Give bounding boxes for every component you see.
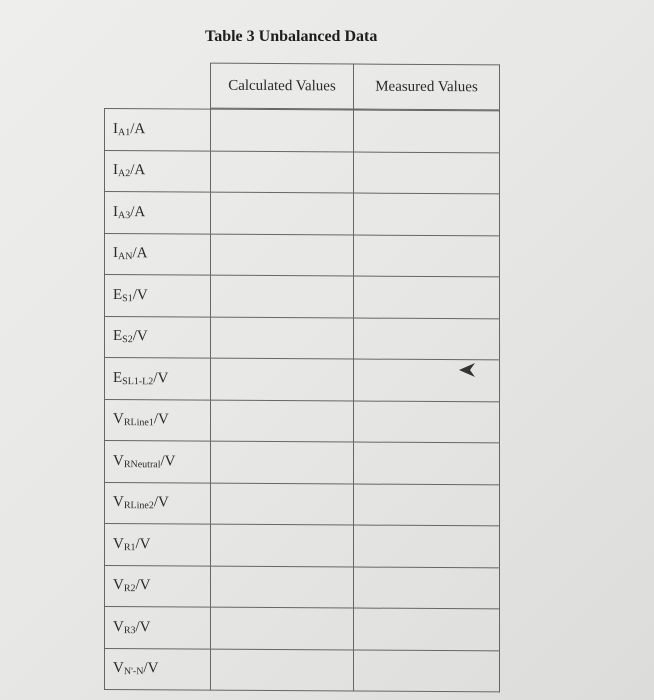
table-row [105, 357, 500, 401]
table-row [105, 109, 500, 153]
data-grid [104, 108, 500, 692]
row-label: $E_{S2}/V$ [105, 316, 211, 358]
header-measured-values: Measured Values [354, 64, 500, 111]
row-label: $I_{A3}/A$ [105, 192, 211, 234]
row-label: $V_{R2}/V$ [105, 565, 211, 607]
calculated-value-cell[interactable] [210, 566, 354, 608]
table-row [105, 606, 500, 650]
table-row [105, 150, 500, 194]
table-row [105, 565, 500, 609]
measured-value-cell[interactable] [354, 110, 500, 152]
row-label: $V_{N'-N}/V$ [105, 648, 211, 690]
calculated-value-cell[interactable] [210, 483, 354, 525]
row-label: $I_{A2}/A$ [105, 150, 211, 192]
measured-value-cell[interactable] [354, 193, 500, 235]
calculated-value-cell[interactable] [210, 441, 354, 483]
row-label: $V_{RLine2}/V$ [105, 482, 211, 524]
row-label: $I_{A1}/A$ [105, 109, 211, 151]
calculated-value-cell[interactable] [210, 607, 354, 649]
table-row [105, 482, 500, 526]
table-row [105, 192, 500, 236]
measured-value-cell[interactable] [354, 235, 500, 277]
table-title: Table 3 Unbalanced Data [205, 28, 378, 45]
unbalanced-data-table [104, 62, 500, 682]
measured-value-cell[interactable] [354, 650, 500, 692]
table-row [105, 440, 500, 484]
table-row [105, 316, 500, 360]
mouse-pointer-icon [458, 362, 476, 378]
measured-value-cell[interactable] [354, 484, 500, 526]
measured-value-cell[interactable] [354, 152, 500, 194]
row-label: $V_{RLine1}/V$ [105, 399, 211, 441]
header-calculated-values: Calculated Values [210, 63, 354, 110]
table-row [105, 233, 500, 277]
table-row [105, 399, 500, 443]
table-row [105, 274, 500, 318]
measured-value-cell[interactable] [354, 567, 500, 609]
table-row [105, 523, 500, 567]
table-row [105, 648, 500, 692]
calculated-value-cell[interactable] [210, 192, 354, 234]
measured-value-cell[interactable] [354, 442, 500, 484]
calculated-value-cell[interactable] [210, 649, 354, 691]
row-label: $V_{R3}/V$ [105, 606, 211, 648]
measured-value-cell[interactable] [354, 608, 500, 650]
row-label: $E_{SL1-L2}/V$ [105, 357, 211, 399]
measured-value-cell[interactable] [354, 359, 500, 401]
calculated-value-cell[interactable] [210, 524, 354, 566]
calculated-value-cell[interactable] [210, 151, 354, 193]
measured-value-cell[interactable] [354, 401, 500, 443]
calculated-value-cell[interactable] [210, 400, 354, 442]
row-label: $V_{RNeutral}/V$ [105, 440, 211, 482]
measured-value-cell[interactable] [354, 318, 500, 360]
calculated-value-cell[interactable] [210, 109, 354, 151]
calculated-value-cell[interactable] [210, 317, 354, 359]
calculated-value-cell[interactable] [210, 275, 354, 317]
row-label: $E_{S1}/V$ [105, 274, 211, 316]
measured-value-cell[interactable] [354, 525, 500, 567]
row-label: $I_{AN}/A$ [105, 233, 211, 275]
row-label: $V_{R1}/V$ [105, 523, 211, 565]
calculated-value-cell[interactable] [210, 358, 354, 400]
measured-value-cell[interactable] [354, 276, 500, 318]
calculated-value-cell[interactable] [210, 234, 354, 276]
